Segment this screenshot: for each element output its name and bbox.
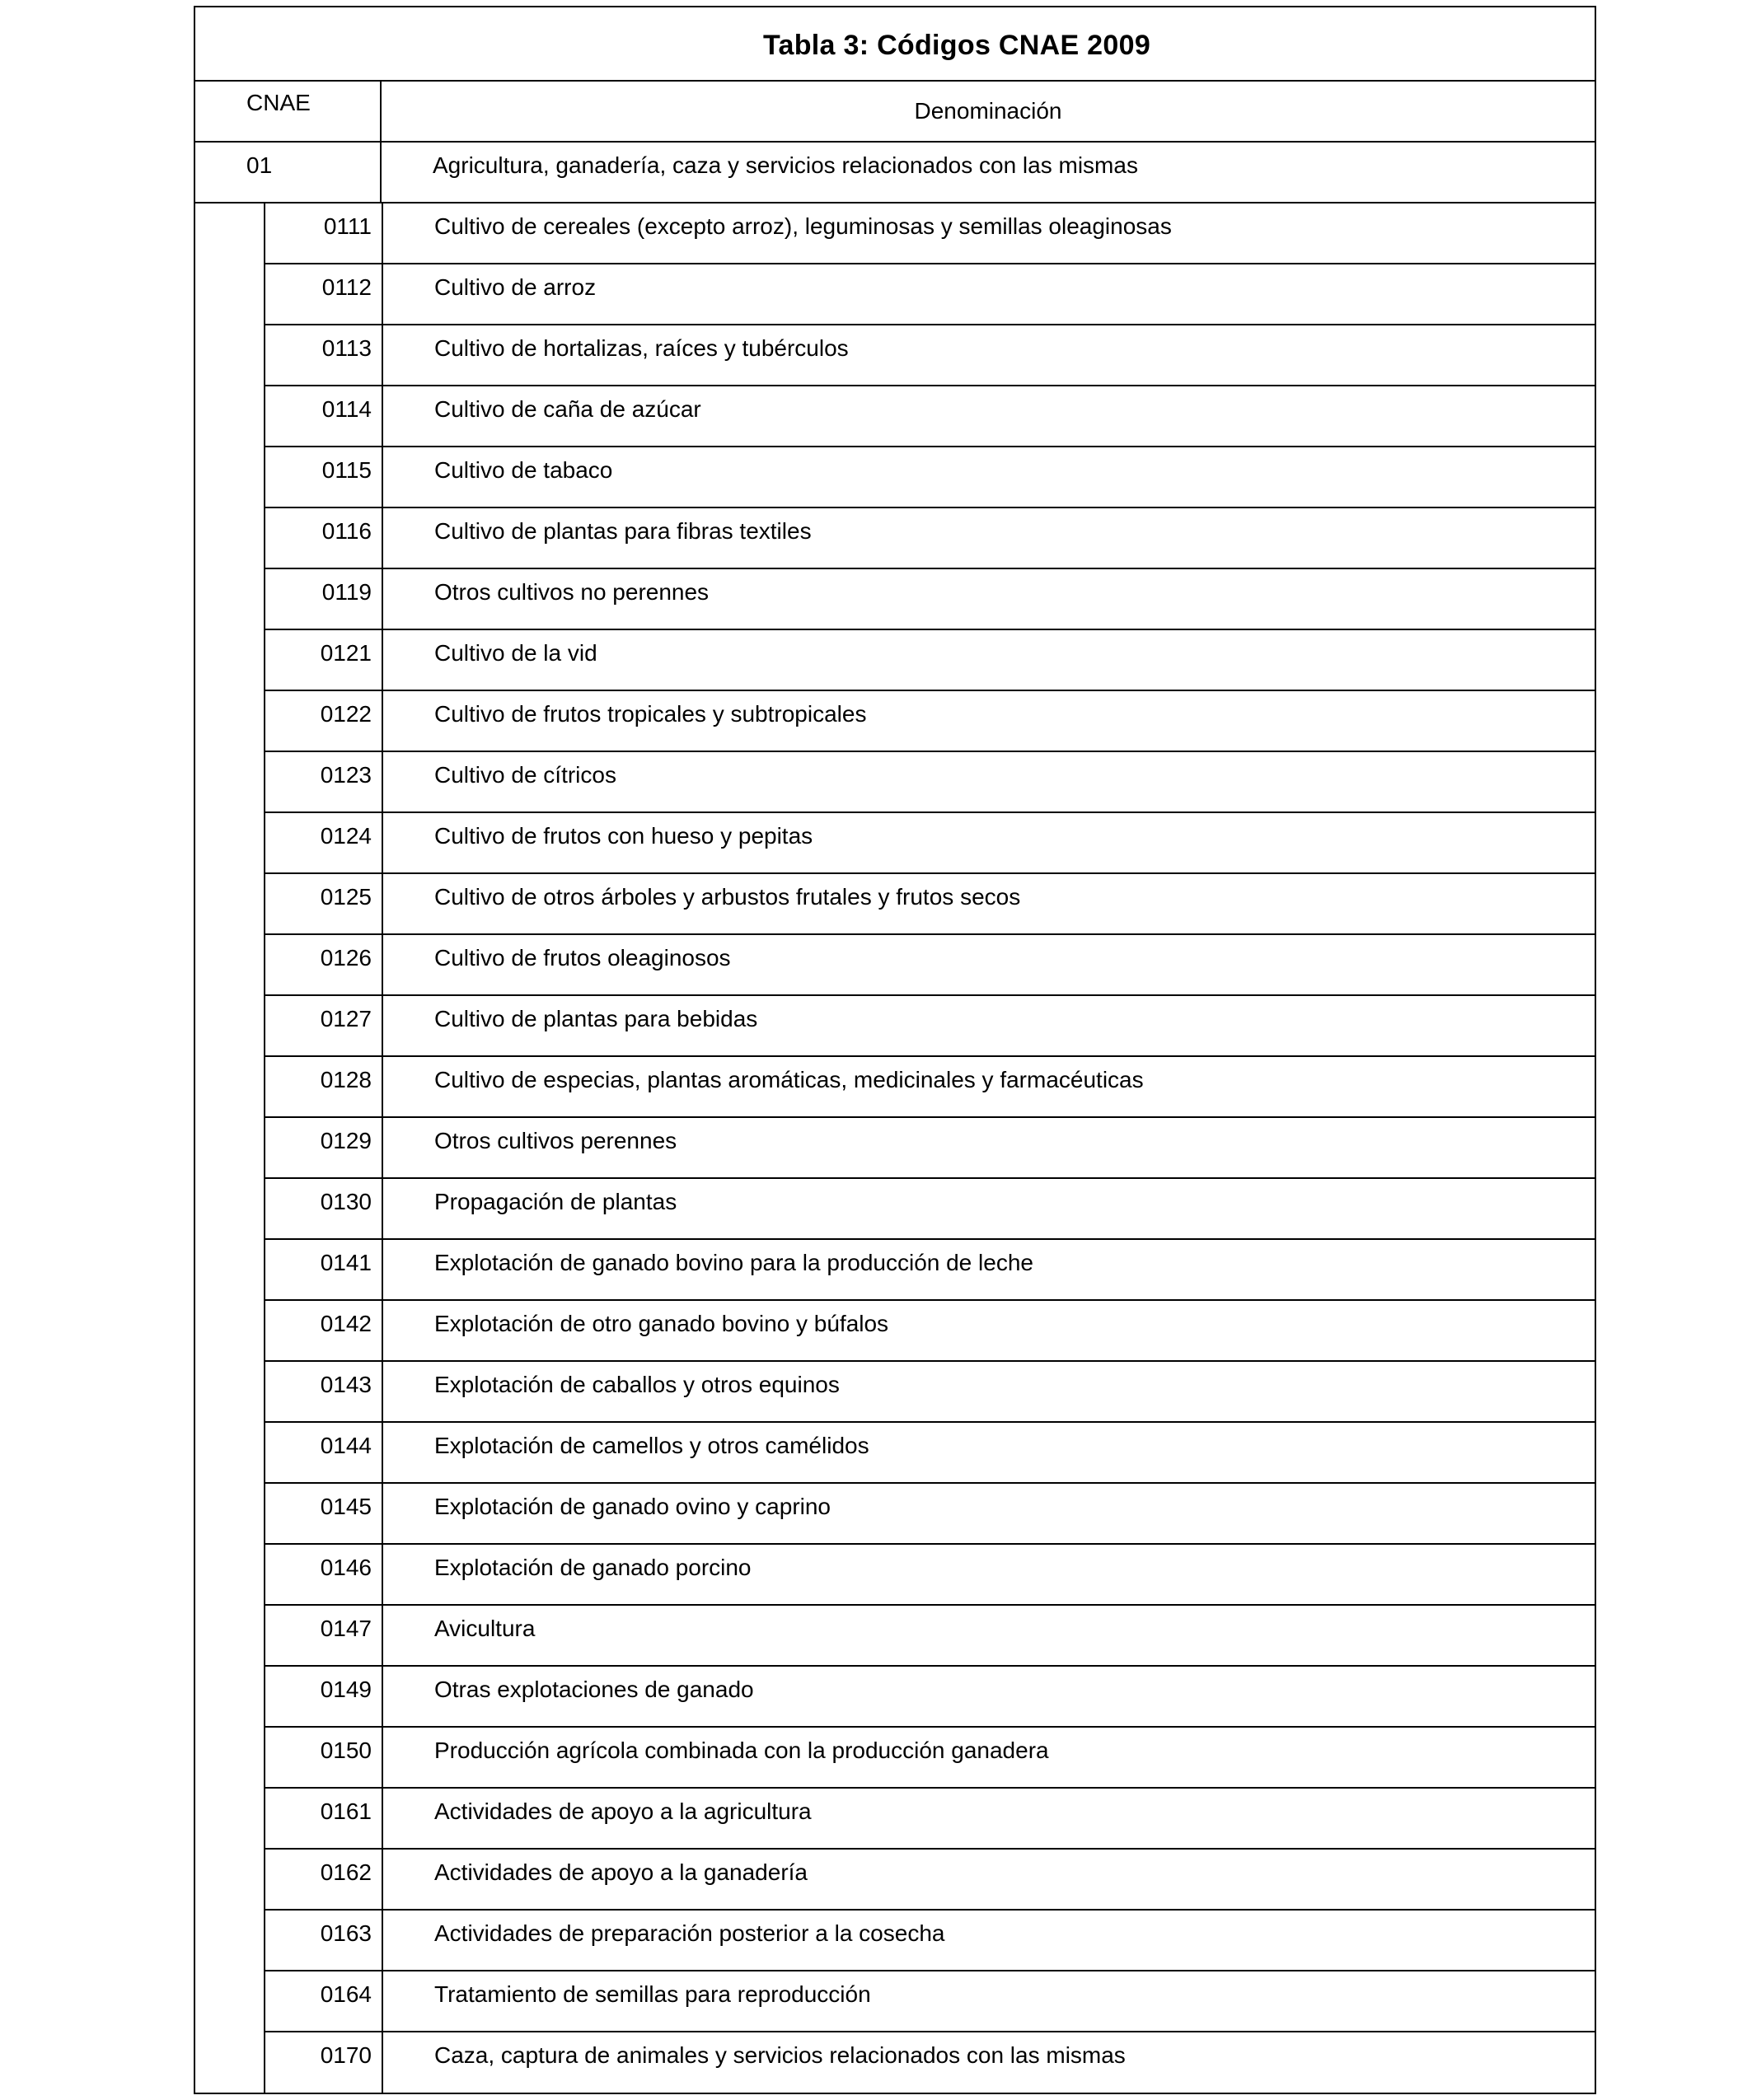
table-row	[264, 1057, 1595, 1118]
class-code: 0126	[265, 935, 383, 994]
class-code: 0112	[265, 264, 383, 324]
class-label: Cultivo de cereales (excepto arroz), leguminosas y semillas oleaginosas	[434, 213, 1172, 239]
class-code: 0143	[265, 1362, 383, 1421]
class-code: 0116	[265, 508, 383, 568]
class-code: 0144	[265, 1423, 383, 1482]
class-code: 0121	[265, 630, 383, 690]
table-row	[264, 264, 1595, 325]
class-code: 0122	[265, 691, 383, 751]
class-label: Cultivo de cítricos	[434, 762, 616, 788]
class-code: 0147	[265, 1606, 383, 1665]
class-code: 0111	[265, 203, 383, 263]
class-rows	[195, 203, 1595, 2093]
table-row	[264, 1545, 1595, 1606]
table-row	[264, 935, 1595, 996]
class-label: Actividades de preparación posterior a la cosecha	[434, 1920, 945, 1946]
table-row	[264, 630, 1595, 691]
table-row	[264, 1971, 1595, 2032]
table-row	[264, 691, 1595, 752]
class-code: 0146	[265, 1545, 383, 1604]
class-label: Cultivo de plantas para bebidas	[434, 1006, 758, 1031]
table-row	[264, 386, 1595, 447]
table-row	[264, 569, 1595, 630]
table-row	[264, 1606, 1595, 1667]
table-row	[264, 447, 1595, 508]
table-row	[264, 1118, 1595, 1179]
table-row	[264, 203, 1595, 264]
class-label: Explotación de ganado bovino para la producción de leche	[434, 1250, 1033, 1275]
class-code: 0115	[265, 447, 383, 507]
class-code: 0124	[265, 813, 383, 872]
header-cnae: CNAE	[195, 82, 382, 141]
table-title: Tabla 3: Códigos CNAE 2009	[762, 29, 1151, 61]
table-row	[264, 508, 1595, 569]
class-label: Cultivo de frutos con hueso y pepitas	[434, 823, 813, 849]
table-row	[264, 1911, 1595, 1971]
class-label: Actividades de apoyo a la agricultura	[434, 1798, 812, 1824]
table-row	[264, 1362, 1595, 1423]
table-row	[264, 813, 1595, 874]
class-code: 0130	[265, 1179, 383, 1238]
class-code: 0170	[265, 2032, 383, 2093]
table-row	[264, 1240, 1595, 1301]
class-code: 0128	[265, 1057, 383, 1116]
class-code: 0119	[265, 569, 383, 629]
class-code: 0162	[265, 1850, 383, 1909]
table-row	[264, 2032, 1595, 2093]
table-row	[264, 1179, 1595, 1240]
class-label: Actividades de apoyo a la ganadería	[434, 1859, 808, 1885]
class-code: 0114	[265, 386, 383, 446]
class-label: Otras explotaciones de ganado	[434, 1677, 754, 1702]
class-label: Cultivo de especias, plantas aromáticas, medicinales y farmacéuticas	[434, 1067, 1144, 1092]
cnae-table	[194, 6, 1596, 2094]
class-label: Producción agrícola combinada con la producción ganadera	[434, 1738, 1049, 1763]
class-label: Explotación de caballos y otros equinos	[434, 1372, 840, 1397]
class-code: 0113	[265, 325, 383, 385]
class-code: 0127	[265, 996, 383, 1055]
header-denominacion: Denominación	[914, 98, 1062, 124]
division-row	[195, 143, 1595, 203]
division-label: Agricultura, ganadería, caza y servicios relacionados con las mismas	[433, 152, 1138, 178]
class-label: Cultivo de tabaco	[434, 457, 613, 483]
table-row	[264, 996, 1595, 1057]
class-code: 0161	[265, 1789, 383, 1848]
class-label: Cultivo de arroz	[434, 274, 597, 300]
class-label: Cultivo de la vid	[434, 640, 597, 666]
class-label: Explotación de ganado ovino y caprino	[434, 1494, 831, 1519]
class-label: Cultivo de hortalizas, raíces y tubérculos	[434, 335, 849, 361]
class-label: Propagación de plantas	[434, 1189, 677, 1214]
table-header-row	[195, 82, 1595, 143]
class-code: 0141	[265, 1240, 383, 1299]
class-label: Cultivo de frutos oleaginosos	[434, 945, 731, 970]
table-row	[264, 1423, 1595, 1484]
table-row	[264, 1789, 1595, 1850]
division-code: 01	[195, 143, 382, 202]
table-row	[264, 874, 1595, 935]
class-label: Cultivo de caña de azúcar	[434, 396, 701, 422]
table-row	[264, 1301, 1595, 1362]
class-code: 0123	[265, 752, 383, 811]
class-label: Explotación de otro ganado bovino y búfalos	[434, 1311, 889, 1336]
table-row	[264, 325, 1595, 386]
table-row	[264, 1728, 1595, 1789]
class-label: Avicultura	[434, 1616, 536, 1641]
table-row	[264, 752, 1595, 813]
class-label: Tratamiento de semillas para reproducción	[434, 1981, 871, 2007]
table-row	[264, 1850, 1595, 1911]
class-label: Cultivo de plantas para fibras textiles	[434, 518, 812, 544]
table-row	[264, 1484, 1595, 1545]
class-label: Cultivo de otros árboles y arbustos frutales y frutos secos	[434, 884, 1021, 910]
class-code: 0150	[265, 1728, 383, 1787]
class-code: 0145	[265, 1484, 383, 1543]
class-label: Cultivo de frutos tropicales y subtropicales	[434, 701, 867, 727]
class-label: Explotación de ganado porcino	[434, 1555, 752, 1580]
table-row	[264, 1667, 1595, 1728]
class-code: 0164	[265, 1971, 383, 2031]
class-label: Caza, captura de animales y servicios relacionados con las mismas	[434, 2042, 1126, 2068]
table-title-row	[195, 7, 1595, 82]
class-label: Otros cultivos no perennes	[434, 579, 710, 605]
class-code: 0163	[265, 1911, 383, 1970]
class-code: 0125	[265, 874, 383, 933]
class-label: Otros cultivos perennes	[434, 1128, 677, 1153]
class-code: 0149	[265, 1667, 383, 1726]
class-label: Explotación de camellos y otros camélidos	[434, 1433, 869, 1458]
class-code: 0129	[265, 1118, 383, 1177]
class-code: 0142	[265, 1301, 383, 1360]
